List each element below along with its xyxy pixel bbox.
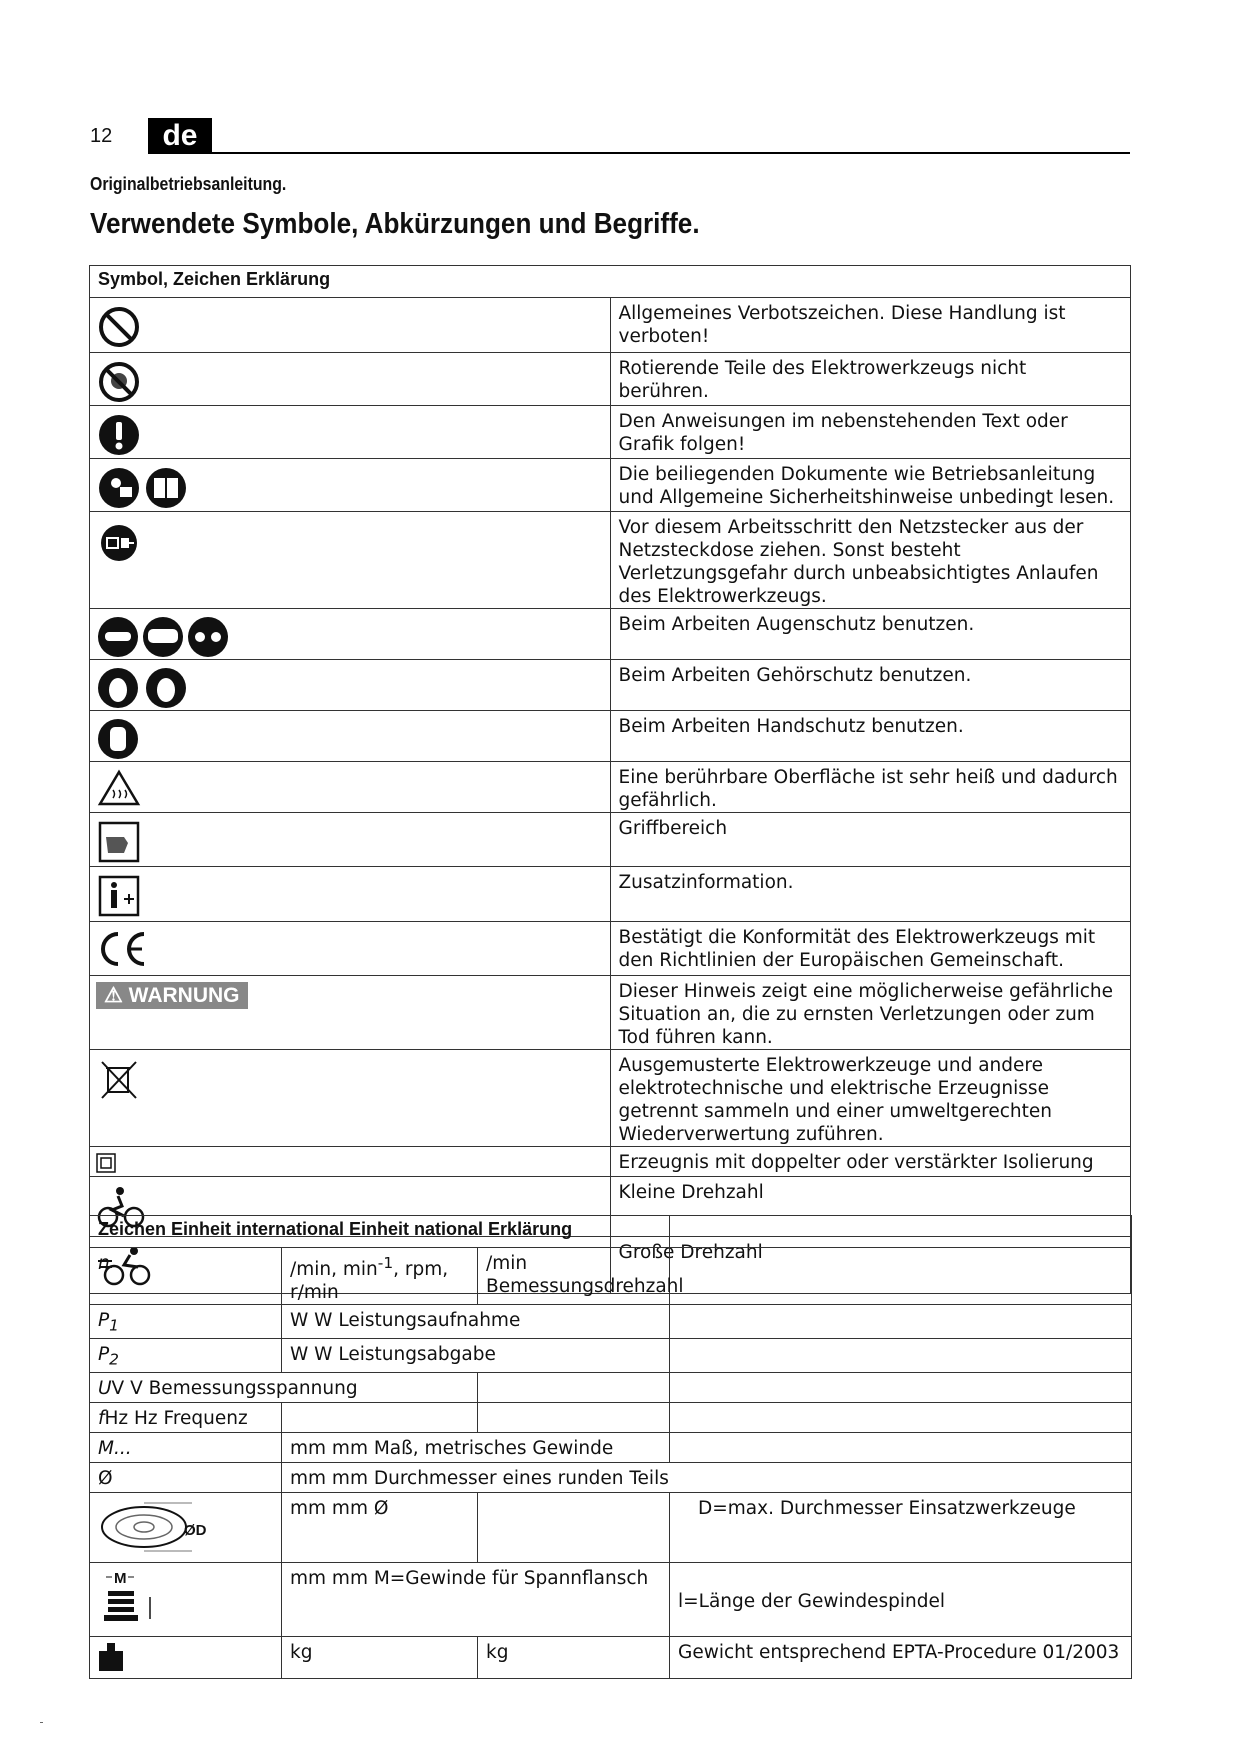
sign-cell: fHz Hz Frequenz — [90, 1402, 282, 1432]
explanation-text: Große Drehzahl — [610, 1237, 1131, 1294]
explanation-cell — [670, 1402, 1132, 1432]
explanation-text: Beim Arbeiten Handschutz benutzen. — [610, 711, 1131, 762]
sign-cell: $P_1$ — [90, 1305, 282, 1339]
symbol-cell — [90, 1050, 611, 1147]
symbol-cell — [90, 1147, 611, 1177]
sign-cell: Ø — [90, 1462, 282, 1492]
document-subtitle: Originalbetriebsanleitung. — [90, 174, 287, 194]
table-row — [90, 512, 1131, 609]
page-title: Verwendete Symbole, Abkürzungen und Begriffe. — [90, 208, 700, 240]
explanation-text: Eine berührbare Oberfläche ist sehr heiß und dadurch gefährlich. — [610, 762, 1131, 813]
symbol-cell — [90, 813, 611, 867]
disc-diameter-icon — [96, 1497, 216, 1557]
explanation-cell — [670, 1372, 1132, 1402]
intl-unit-cell: W W Leistungsaufnahme — [282, 1305, 670, 1339]
table-row — [90, 1147, 1131, 1177]
explanation-cell: Gewicht entsprechend EPTA-Procedure 01/2003 — [670, 1636, 1132, 1678]
table-row — [90, 609, 1131, 660]
ear-protection-icon — [96, 666, 192, 710]
table-row — [90, 762, 1131, 813]
symbol-cell — [90, 609, 611, 660]
explanation-text: Bestätigt die Konformität des Elektrowerkzeugs mit den Richtlinien der Europäischen Gemeinschaft. — [610, 922, 1131, 976]
table-row — [90, 711, 1131, 762]
explanation-cell — [670, 1248, 1132, 1305]
grip-area-icon — [96, 819, 142, 865]
header-rule — [148, 152, 1130, 154]
unplug-icon — [96, 518, 142, 564]
double-insulation-icon — [96, 1153, 116, 1173]
explanation-text: Rotierende Teile des Elektrowerkzeugs nicht berühren. — [610, 353, 1131, 406]
intl-unit-cell: mm mm Ø — [282, 1492, 478, 1562]
svg-text:ØD: ØD — [184, 1521, 207, 1539]
symbol-cell — [90, 298, 611, 353]
explanation-text: Zusatzinformation. — [610, 867, 1131, 922]
explanation-cell — [670, 1305, 1132, 1339]
units-table — [89, 1215, 1132, 1679]
sign-cell: M... — [90, 1432, 282, 1462]
symbol-cell — [90, 922, 611, 976]
weee-bin-icon — [96, 1056, 142, 1102]
ce-mark-icon — [96, 928, 152, 970]
table-row — [90, 1492, 1132, 1562]
table-row — [90, 1462, 1132, 1492]
explanation-text: Vor diesem Arbeitsschritt den Netzstecker aus der Netzsteckdose ziehen. Sonst besteht Verletzungsgefahr durch unbeabsichtigtes Anlaufen des Elektrowerkzeugs. — [610, 512, 1131, 609]
symbol-cell — [90, 762, 611, 813]
sign-cell — [90, 1636, 282, 1678]
table-row — [90, 1050, 1131, 1147]
explanation-text: Beim Arbeiten Gehörschutz benutzen. — [610, 660, 1131, 711]
read-manual-icon — [96, 465, 192, 511]
explanation-cell: D=max. Durchmesser Einsatzwerkzeuge — [670, 1492, 1132, 1562]
national-unit-cell — [478, 1492, 670, 1562]
table-header: Symbol, Zeichen Erklärung — [90, 266, 1131, 298]
warning-label-icon: ⚠ WARNUNG — [96, 982, 248, 1009]
symbol-cell — [90, 976, 611, 1050]
national-unit-cell: kg — [478, 1636, 670, 1678]
symbol-cell — [90, 459, 611, 512]
explanation-text: Kleine Drehzahl — [610, 1177, 1131, 1237]
national-unit-cell — [478, 1372, 670, 1402]
explanation-text: Dieser Hinweis zeigt eine möglicherweise gefährliche Situation an, die zu ernsten Verletzungen oder zum Tod führen kann. — [610, 976, 1131, 1050]
hot-surface-icon — [96, 768, 142, 808]
explanation-cell: l=Länge der Gewindespindel — [670, 1562, 1132, 1636]
exclamation-icon — [96, 412, 142, 458]
sign-cell: n — [90, 1248, 282, 1305]
intl-unit-cell: kg — [282, 1636, 478, 1678]
table-row — [90, 459, 1131, 512]
no-touch-rotating-icon — [96, 359, 142, 405]
table-row — [90, 1432, 1132, 1462]
table-row — [90, 976, 1131, 1050]
sign-cell: $P_2$ — [90, 1338, 282, 1372]
symbol-cell — [90, 711, 611, 762]
table-row — [90, 1402, 1132, 1432]
explanation-text: Allgemeines Verbotszeichen. Diese Handlung ist verboten! — [610, 298, 1131, 353]
warning-label-text: WARNUNG — [128, 984, 240, 1007]
explanation-text: Beim Arbeiten Augenschutz benutzen. — [610, 609, 1131, 660]
table-row — [90, 867, 1131, 922]
intl-unit-cell: W W Leistungsabgabe — [282, 1338, 670, 1372]
symbol-cell — [90, 353, 611, 406]
symbols-table — [89, 265, 1131, 1294]
table-row — [90, 922, 1131, 976]
table-row — [90, 1305, 1132, 1339]
prohibition-icon — [96, 304, 142, 350]
info-plus-icon — [96, 873, 142, 919]
weight-icon — [96, 1641, 126, 1673]
explanation-text: Die beiliegenden Dokumente wie Betriebsanleitung und Allgemeine Sicherheitshinweise unbedingt lesen. — [610, 459, 1131, 512]
table-row — [90, 406, 1131, 459]
glove-icon — [96, 717, 142, 761]
intl-unit-cell: /min, $\min^{-1}$, rpm, r/min — [282, 1248, 478, 1305]
table-row — [90, 1562, 1132, 1636]
explanation-cell — [670, 1432, 1132, 1462]
table-header-row — [90, 266, 1131, 298]
symbol-cell — [90, 867, 611, 922]
table-row — [90, 1338, 1132, 1372]
language-tag: de — [148, 118, 212, 154]
sign-cell — [90, 1492, 282, 1562]
table-row — [90, 1372, 1132, 1402]
intl-unit-cell — [282, 1402, 478, 1432]
table-row — [90, 813, 1131, 867]
table-row — [90, 353, 1131, 406]
explanation-text: Ausgemusterte Elektrowerkzeuge und andere elektrotechnische und elektrische Erzeugnisse getrennt sammeln und einer umweltgerechten Wiederverwertung zuführen. — [610, 1050, 1131, 1147]
symbol-cell — [90, 406, 611, 459]
spindle-thread-icon — [96, 1567, 166, 1631]
table-header-empty — [670, 1216, 1132, 1248]
symbol-cell — [90, 660, 611, 711]
sign-cell: UV V Bemessungsspannung — [90, 1372, 478, 1402]
explanation-text: Erzeugnis mit doppelter oder verstärkter Isolierung — [610, 1147, 1131, 1177]
table-row — [90, 1636, 1132, 1678]
intl-unit-cell: mm mm Durchmesser eines runden Teils — [282, 1462, 1132, 1492]
page-mark — [40, 1722, 43, 1723]
table-row — [90, 298, 1131, 353]
intl-unit-cell: mm mm Maß, metrisches Gewinde — [282, 1432, 670, 1462]
table-row — [90, 660, 1131, 711]
sign-cell — [90, 1562, 282, 1636]
symbol-cell — [90, 512, 611, 609]
explanation-text: Den Anweisungen im nebenstehenden Text oder Grafik folgen! — [610, 406, 1131, 459]
national-unit-cell: /min Bemessungsdrehzahl — [478, 1248, 670, 1305]
national-unit-cell — [478, 1402, 670, 1432]
table-row — [90, 1248, 1132, 1305]
svg-text:M: M — [114, 1569, 127, 1587]
table-header-row — [90, 1216, 1132, 1248]
eye-protection-icon — [96, 615, 236, 659]
explanation-cell — [670, 1338, 1132, 1372]
explanation-text: Griffbereich — [610, 813, 1131, 867]
intl-unit-cell: mm mm M=Gewinde für Spannflansch — [282, 1562, 670, 1636]
page-number: 12 — [90, 125, 113, 147]
table-header: Zeichen Einheit international Einheit national Erklärung — [90, 1216, 670, 1248]
